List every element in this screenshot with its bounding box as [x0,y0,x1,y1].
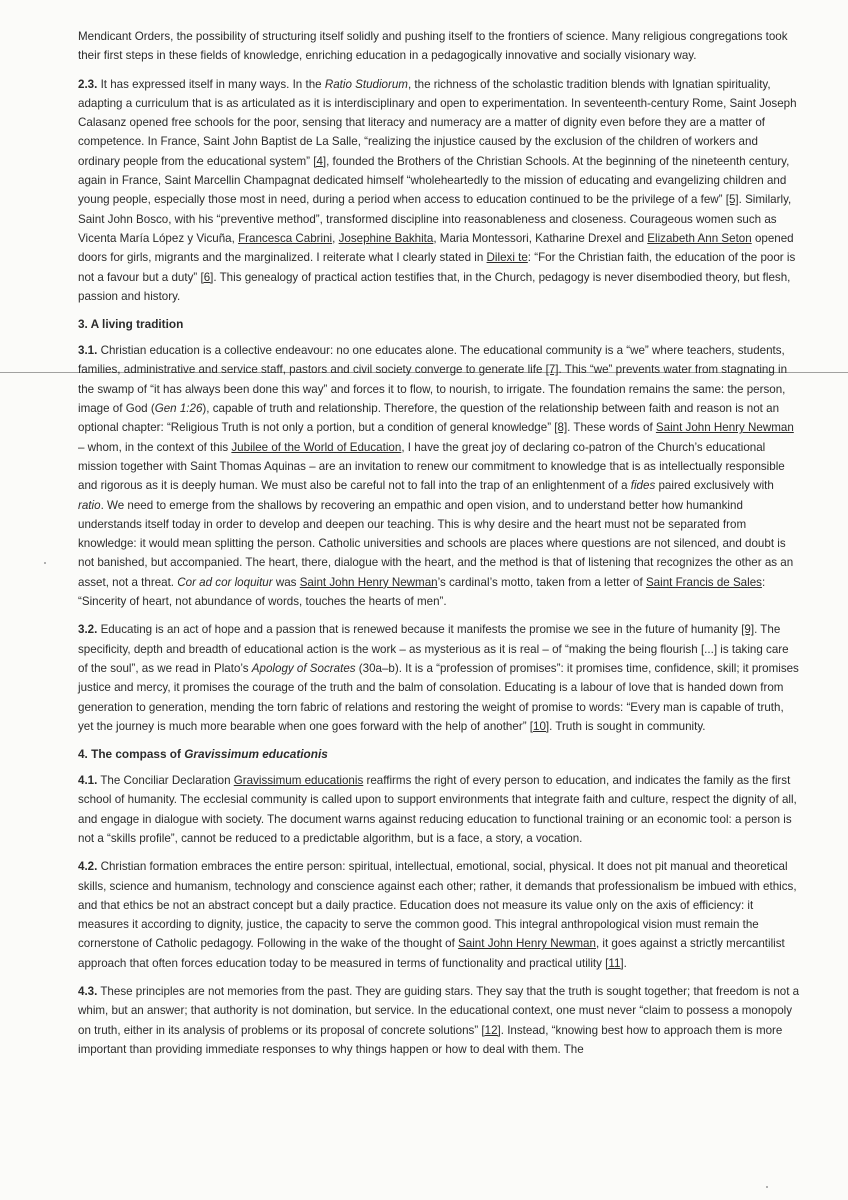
italic-motto: Cor ad cor loquitur [177,575,273,589]
link-newman[interactable]: Saint John Henry Newman [299,575,438,589]
section-heading-3: 3. A living tradition [78,317,184,332]
paragraph-number: 3.1. [78,344,98,358]
paragraph-2-3: 2.3. It has expressed itself in many ways. In the Ratio Studiorum, the richness of the scholastic tradition blends with Ignatian spirituality, adapting a curriculum that is as articulated as it is interdisciplinary and open to experimentation. In seventeenth-century Rome, Saint Joseph Calasanz opened free schools for the poor, sensing that literacy and numeracy are a matter of dignity even before they are a matter of competence. In France, Saint John Baptist de La Salle, “realizing the injustice caused by the exclusion of the children of workers and ordinary people from the educational system” [4], founded the Brothers of the Christian Schools. At the beginning of the nineteenth century, again in France, Saint Marcellin Champagnat dedicated himself “wholeheartedly to the mission of educating and evangelizing children and young people, especially those most in need, during a period when access to education continued to be the privilege of a few” [5]. Similarly, Saint John Bosco, with his “preventive method”, transformed discipline into reasonableness and closeness. Courageous women such as Vicenta María López y Vicuña, Francesca Cabrini, Josephine Bakhita, Maria Montessori, Katharine Drexel and Elizabeth Ann Seton opened doors for girls, migrants and the marginalized. I reiterate what I clearly stated in Dilexi te: “For the Christian faith, the education of the poor is not a favour but a duty” [6]. This genealogy of practical action testifies that, in the Church, pedagogy is never disembodied theory, but flesh, passion and history. [78,77,797,303]
paragraph-number: 4.2. [78,860,98,874]
paragraph-number: 2.3. [78,77,98,91]
paragraph-2-2-continuation: Mendicant Orders, the possibility of structuring itself solidly and pushing itself to the frontiers of science. Many religious congregations took their first steps in these fields of knowledge, enriching education in a pedagogically innovative and socially visionary way. [78,30,788,63]
italic-title: Apology of Socrates [251,661,356,675]
italic-citation: Gen 1:26 [154,402,203,416]
paragraph-number: 4.1. [78,774,98,788]
footnote-link-7[interactable]: [7] [545,363,559,377]
document-page [78,27,800,1068]
italic-term: ratio [78,498,101,512]
link-seton[interactable]: Elizabeth Ann Seton [647,231,752,245]
paragraph-3-1: 3.1. Christian education is a collective endeavour: no one educates alone. The educational community is a “we” where teachers, students, families, administrative and service staff, pastors and civil society converge to generate life [7]. This “we” prevents water from stagnating in the swamp of “it has always been done this way” and forces it to flow, to nourish, to irrigate. The foundation remains the same: the person, image of God (Gen 1:26), capable of truth and relationship. Therefore, the question of the relationship between faith and reason is not an optional chapter: “Religious Truth is not only a portion, but a condition of general knowledge” [8]. These words of Saint John Henry Newman – whom, in the context of this Jubilee of the World of Education, I have the great joy of declaring co-patron of the Church’s educational mission together with Saint Thomas Aquinas – are an invitation to renew our commitment to knowledge that is as intellectually responsible and rigorous as it is deeply human. We must also be careful not to fall into the trap of an enlightenment of a fides paired exclusively with ratio. We need to emerge from the shallows by recovering an empathic and open vision, and to understand better how humankind understands itself today in order to develop and deepen our teaching. This is why desire and the heart must not be separated from knowledge: it would mean splitting the person. Catholic universities and schools are places where questions are not silenced, and doubt is not banished, but accompanied. The heart, there, dialogue with the heart, and the method is that of listening that recognizes the other as an asset, not a threat. Cor ad cor loquitur was Saint John Henry Newman’s cardinal’s motto, taken from a letter of Saint Francis de Sales: “Sincerity of heart, not abundance of words, touches the hearts of men”. [78,344,794,609]
link-jubilee[interactable]: Jubilee of the World of Education [231,440,402,454]
paragraph-4-2: 4.2. Christian formation embraces the entire person: spiritual, intellectual, emotional, social, physical. It does not pit manual and theoretical skills, science and humanism, technology and conscience against each other; rather, it demands that professionalism be imbued with ethics, and that ethics be not an abstract concept but a daily practice. Education does not measure its value only on the axis of efficiency: it measures it according to dignity, justice, the capacity to serve the common good. This integral anthropological vision must remain the cornerstone of Catholic pedagogy. Following in the wake of the thought of Saint John Henry Newman, it goes against a strictly mercantilist approach that often forces education today to be measured in terms of functionality and practical utility [11]. [78,860,797,970]
footnote-link-9[interactable]: [9] [741,623,755,637]
link-cabrini[interactable]: Francesca Cabrini [238,231,333,245]
scan-speck [44,562,46,564]
paragraph-4-3: 4.3. These principles are not memories from the past. They are guiding stars. They say that the truth is sought together; that freedom is not a whim, but an answer; that authority is not domination, but service. In the educational context, one must never “claim to possess a monopoly on truth, either in its analysis of problems or its proposal of concrete solutions” [12]. Instead, “knowing best how to approach them is more important than providing immediate responses to why things happen or how to deal with them. The [78,985,800,1056]
footnote-link-10[interactable]: [10] [529,719,550,733]
link-newman[interactable]: Saint John Henry Newman [655,421,794,435]
link-dilexi-te[interactable]: Dilexi te [486,251,528,265]
italic-term: fides [630,479,656,493]
footnote-link-6[interactable]: [6] [200,270,214,284]
footnote-link-11[interactable]: [11] [605,956,624,970]
paragraph-number: 4.3. [78,985,98,999]
footnote-link-5[interactable]: [5] [725,193,739,207]
link-bakhita[interactable]: Josephine Bakhita [338,231,434,245]
link-francis-de-sales[interactable]: Saint Francis de Sales [645,575,762,589]
footnote-link-4[interactable]: [4] [313,154,327,168]
scan-speck [766,1186,768,1188]
section-heading-4: 4. The compass of Gravissimum educationis [78,747,328,762]
footnote-link-8[interactable]: [8] [554,421,568,435]
link-newman[interactable]: Saint John Henry Newman [458,937,596,951]
italic-title: Ratio Studiorum [324,77,408,91]
paragraph-number: 3.2. [78,623,98,637]
link-gravissimum[interactable]: Gravissimum educationis [233,774,364,788]
paragraph-3-2: 3.2. Educating is an act of hope and a passion that is renewed because it manifests the promise we see in the future of humanity [9]. The specificity, depth and breadth of educational action is the work – as mysterious as it is real – of “making the being flourish [...] is taking care of the soul”, as we read in Plato’s Apology of Socrates (30a–b). It is a “profession of promises”: it promises time, confidence, skill; it promises justice and mercy, it promises the courage of the truth and the balm of consolation. Educating is a labour of love that is handed down from generation to generation, mending the torn fabric of relations and restoring the weight of promise to words: “Every man is capable of truth, yet the journey is much more bearable when one goes forward with the help of another” [10]. Truth is sought in community. [78,623,799,733]
paragraph-4-1: 4.1. The Conciliar Declaration Gravissimum educationis reaffirms the right of every person to education, and indicates the family as the first school of humanity. The ecclesial community is called upon to support environments that integrate faith and culture, respect the dignity of all, and engage in dialogue with society. The document warns against reducing education to functional training or an economic tool: a person is not a “skills profile”, cannot be reduced to a predictable algorithm, but is a face, a story, a vocation. [78,774,797,845]
footnote-link-12[interactable]: [12] [481,1023,501,1037]
